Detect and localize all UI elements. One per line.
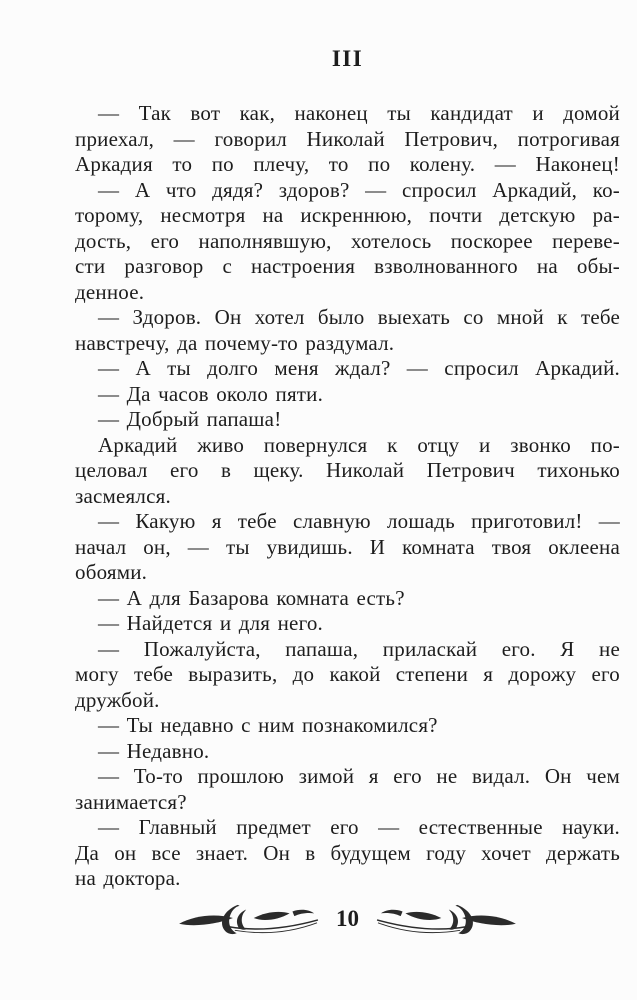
flourish-right-icon xyxy=(373,902,519,936)
text-line: — А ты долго меня ждал? — спросил Аркадий. xyxy=(98,356,620,380)
paragraph xyxy=(75,509,620,586)
text-line: — Так вот как, наконец ты кандидат и домой xyxy=(98,101,620,125)
paragraph xyxy=(75,764,620,815)
text-line: обоями. xyxy=(75,560,148,584)
paragraph xyxy=(75,178,620,306)
text-line: — А для Базарова комната есть? xyxy=(98,585,405,610)
text-line: начал он, — ты увидишь. И комната твоя оклеена xyxy=(75,534,620,559)
text-line: приехал, — говорил Николай Петрович, потрогивая xyxy=(75,126,620,151)
text-line: — Да часов около пяти. xyxy=(98,381,324,406)
text-line: целовал его в щеку. Николай Петрович тихонько xyxy=(75,458,620,482)
text-line: торому, несмотря на искреннюю, почти детскую ра- xyxy=(75,203,620,227)
text-line: — То-то прошлою зимой я его не видал. Он чем xyxy=(98,764,620,788)
text-line: засмеялся. xyxy=(75,483,171,508)
text-line: — Какую я тебе славную лошадь приготовил! — xyxy=(98,509,620,533)
text-line: Аркадий живо повернулся к отцу и звонко по- xyxy=(98,432,620,457)
text-line: — Пожалуйста, папаша, приласкай его. Я не xyxy=(98,636,620,661)
flourish-left-icon xyxy=(176,902,322,936)
text-line: денное. xyxy=(75,279,145,304)
text-line: — Главный предмет его — естественные науки. xyxy=(98,815,620,839)
text-line: — Добрый папаша! xyxy=(98,407,282,431)
text-line: — Недавно. xyxy=(98,738,210,763)
text-line: занимается? xyxy=(75,789,187,814)
text-line: навстречу, да почему-то раздумал. xyxy=(75,330,395,355)
paragraph xyxy=(75,739,620,765)
paragraph xyxy=(75,356,620,382)
paragraph xyxy=(75,611,620,637)
paragraph xyxy=(75,637,620,714)
text-line: — Ты недавно с ним познакомился? xyxy=(98,713,438,737)
paragraph xyxy=(75,433,620,510)
text-line: на доктора. xyxy=(75,866,181,890)
paragraph xyxy=(75,407,620,433)
paragraph xyxy=(75,101,620,178)
paragraph xyxy=(75,586,620,612)
text-line: — Здоров. Он хотел было выехать со мной к тебе xyxy=(98,305,620,329)
paragraph xyxy=(75,305,620,356)
text-line: — Найдется и для него. xyxy=(98,611,324,635)
chapter-heading: III xyxy=(331,46,364,71)
page-number: 10 xyxy=(336,906,359,931)
paragraph xyxy=(75,815,620,892)
text-line: дружбой. xyxy=(75,687,160,712)
text-line: — А что дядя? здоров? — спросил Аркадий, ко- xyxy=(98,177,620,202)
text-line: сти разговор с настроения взволнованного на обы- xyxy=(75,254,620,278)
text-line: Аркадия то по плечу, то по колену. — Наконец! xyxy=(75,152,620,176)
text-line: могу тебе выразить, до какой степени я дорожу его xyxy=(75,662,620,686)
text-line: Да он все знает. Он в будущем году хочет держать xyxy=(75,840,620,865)
page-footer xyxy=(75,898,620,940)
text-line: дость, его наполнявшую, хотелось поскорее переве- xyxy=(75,228,620,253)
page-text xyxy=(75,101,620,892)
paragraph xyxy=(75,713,620,739)
paragraph xyxy=(75,382,620,408)
